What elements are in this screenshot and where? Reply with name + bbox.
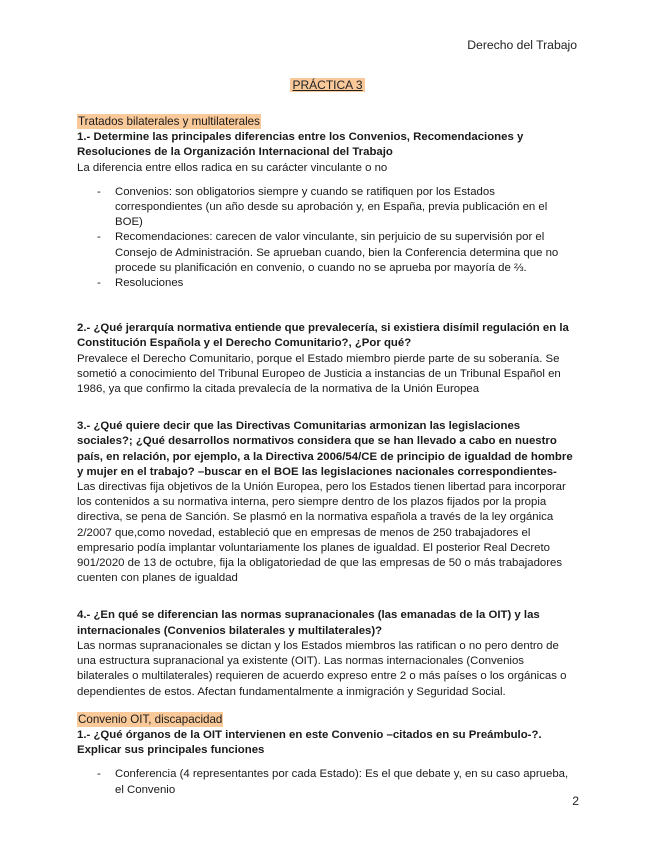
answer-paragraph: La diferencia entre ellos radica en su carácter vinculante o no: [77, 161, 388, 174]
answer-paragraph: Las normas supranacionales se dictan y los Estados miembros las ratifican o no pero dentro de una estructura supranacional ya existente (OIT). Las normas internacionales (Convenios bilaterales o multilaterales) requieren de acuerdo expreso entre 2 o más países o los orgánicas o dependientes de estos. Afectan fundamentalmente a inmigración y Seguridad Social.: [77, 639, 567, 698]
answer-list: [77, 185, 577, 291]
question-heading: 1.- Determine las principales diferencias entre los Convenios, Recomendaciones y Resoluciones de la Organización Internacional del Trabajo: [77, 131, 524, 159]
answer-list: [77, 767, 577, 797]
question-heading: 2.- ¿Qué jerarquía normativa entiende que prevalecería, si existiera disímil regulación en la Constitución Española y el Derecho Comunitario?, ¿Por qué?: [77, 322, 569, 350]
section-heading-highlight: Tratados bilaterales y multilaterales: [78, 115, 260, 128]
list-item: - Convenios: son obligatorios siempre y cuando se ratifiquen por los Estados correspondientes (un año desde su aprobación y, en España, previa publicación en el BOE): [77, 185, 577, 231]
section-heading: [77, 712, 577, 728]
page-title: PRÁCTICA 3: [292, 78, 363, 92]
section-heading-highlight: Convenio OIT, discapacidad: [78, 712, 223, 726]
question-heading: 3.- ¿Qué quiere decir que las Directivas Comunitarias armonizan las legislaciones sociales?; ¿Qué desarrollos normativos considera que se han llevado a cabo en nuestro país, en relación, por ejemplo, a la Directiva 2006/54/CE de principio de igualdad de hombre y mujer en el trabajo? –buscar en el BOE las legislaciones nacionales correspondientes-: [77, 420, 573, 478]
question-heading: 4.- ¿En qué se diferencian las normas supranacionales (las emanadas de la OIT) y las internacionales (Convenios bilaterales y multilaterales)?: [77, 609, 540, 637]
running-header: Derecho del Trabajo: [467, 38, 577, 52]
answer-paragraph: Las directivas fija objetivos de la Unión Europea, pero los Estados tienen libertad para incorporar los contenidos a su normativa interna, pero siempre dentro de los plazos fijados por la propia directiva, se pena de Sanción. Se plasmó en la normativa española a través de la ley orgánica 2/2007 que,como novedad, estableció que en empresas de menos de 250 trabajadores el empresario podía implantar voluntariamente los planes de igualdad. El posterior Real Decreto 901/2020 de 13 de octubre, fija la obligatoriedad de que las empresas de 50 o más trabajadores cuenten con planes de igualdad: [77, 481, 566, 585]
answer-paragraph: Prevalece el Derecho Comunitario, porque el Estado miembro pierde parte de su soberanía. Se sometió a conocimiento del Tribunal Europeo de Justicia a instancias de un Tribunal Español en 1986, ya que confirmo la citada prevalecía de la normativa de la Unión Europea: [77, 352, 561, 396]
list-item: - Conferencia (4 representantes por cada Estado): Es el que debate y, en su caso aprueba, el Convenio: [77, 767, 577, 797]
section-heading: [77, 114, 577, 130]
question-heading: 1.- ¿Qué órganos de la OIT intervienen en este Convenio –citados en su Preámbulo-?. Explicar sus principales funciones: [77, 728, 542, 757]
list-item: - Resoluciones: [77, 276, 577, 291]
page-number: 2: [572, 794, 579, 808]
list-item: - Recomendaciones: carecen de valor vinculante, sin perjuicio de su supervisión por el Consejo de Administración. Se aprueban cuando, bien la Conferencia determina que no procede su planificación en convenio, o cuando no se aprueba por mayoría de ⅔.: [77, 230, 577, 276]
document-body: [77, 114, 577, 798]
